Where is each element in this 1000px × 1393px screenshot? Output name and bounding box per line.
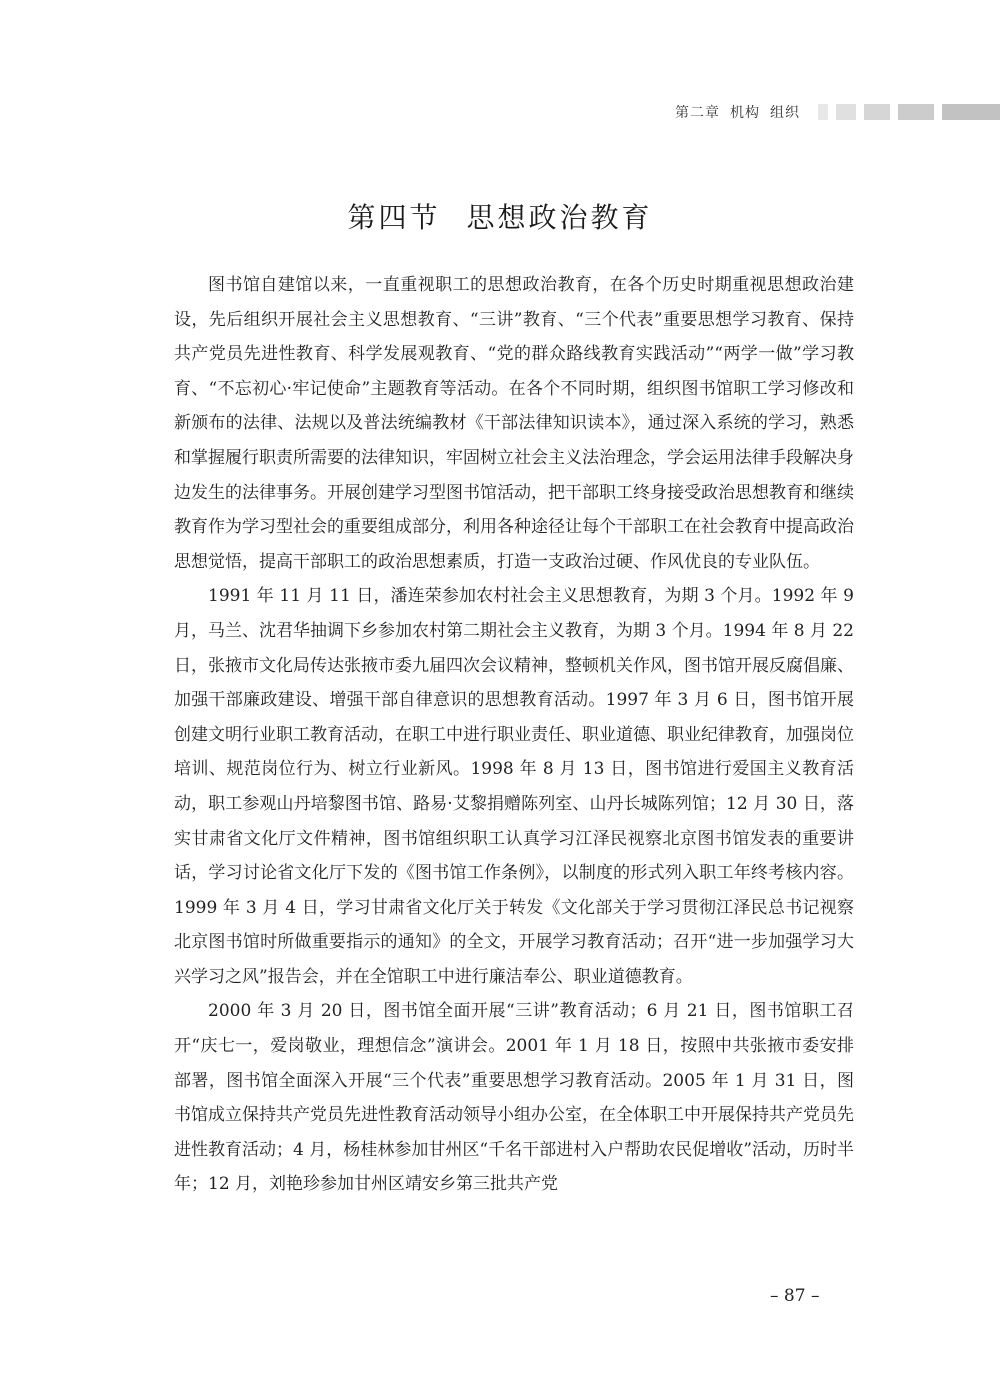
paragraph: 2000 年 3 月 20 日，图书馆全面开展“三讲”教育活动；6 月 21 日，图书馆职工召开“庆七一，爱岗敬业，理想信念”演讲会。2001 年 1 月 18 日，按照中共张掖市委安排部署，图书馆全面深入开展“三个代表”重要思想学习教育活动。2005 年 1 月 31 日，图书馆成立保持共产党员先进性教育活动领导小组办公室，在全体职工中开展保持共产党员先进性教育活动；4 月，杨桂林参加甘州区“千名干部进村入户帮助农民促增收”活动，历时半年；12 月，刘艳珍参加甘州区靖安乡第三批共产党 [174,1001,854,1195]
paragraph: 图书馆自建馆以来，一直重视职工的思想政治教育，在各个历史时期重视思想政治建设，先后组织开展社会主义思想教育、“三讲”教育、“三个代表”重要思想学习教育、保持共产党员先进性教育、科学发展观教育、“党的群众路线教育实践活动”“两学一做”学习教育、“不忘初心·牢记使命”主题教育等活动。在各个不同时期，组织图书馆职工学习修改和新颁布的法律、法规以及普法统编教材《干部法律知识读本》，通过深入系统的学习，熟悉和掌握履行职责所需要的法律知识，牢固树立社会主义法治理念，学会运用法律手段解决身边发生的法律事务。开展创建学习型图书馆活动，把干部职工终身接受政治思想教育和继续教育作为学习型社会的重要组成部分，利用各种途径让每个干部职工在社会教育中提高政治思想觉悟，提高干部职工的政治思想素质，打造一支政治过硬、作风优良的专业队伍。 [174,275,854,572]
header-bar [818,104,828,120]
header-bar [836,104,856,120]
header-bar [942,104,1000,120]
section-heading [0,196,1000,236]
chapter-title-b: 组织 [770,105,800,121]
header-bar [898,104,934,120]
chapter-label: 第二章 [675,105,720,121]
section-title: 思想政治教育 [466,201,653,234]
body-text [174,268,854,1202]
header-bar [864,104,890,120]
chapter-title-a: 机构 [730,105,760,121]
page-number: – 87 – [770,1286,820,1306]
running-header [0,100,1000,126]
paragraph: 1991 年 11 月 11 日，潘连荣参加农村社会主义思想教育，为期 3 个月。1992 年 9 月，马兰、沈君华抽调下乡参加农村第二期社会主义教育，为期 3 个月。1994 年 8 月 22 日，张掖市文化局传达张掖市委九届四次会议精神，整顿机关作风，图书馆开展反腐倡廉、加强干部廉政建设、增强干部自律意识的思想教育活动。1997 年 3 月 6 日，图书馆开展创建文明行业职工教育活动，在职工中进行职业责任、职业道德、职业纪律教育，加强岗位培训、规范岗位行为、树立行业新风。1998 年 8 月 13 日，图书馆进行爱国主义教育活动，职工参观山丹培黎图书馆、路易·艾黎捐赠陈列室、山丹长城陈列馆；12 月 30 日，落实甘肃省文化厅文件精神，图书馆组织职工认真学习江泽民视察北京图书馆发表的重要讲话，学习讨论省文化厅下发的《图书馆工作条例》，以制度的形式列入职工年终考核内容。1999 年 3 月 4 日，学习甘肃省文化厅关于转发《文化部关于学习贯彻江泽民总书记视察北京图书馆时所做重要指示的通知》的全文，开展学习教育活动；召开“进一步加强学习大兴学习之风”报告会，并在全馆职工中进行廉洁奉公、职业道德教育。 [174,586,854,987]
section-number: 第四节 [347,201,441,234]
running-header-text [675,102,800,122]
